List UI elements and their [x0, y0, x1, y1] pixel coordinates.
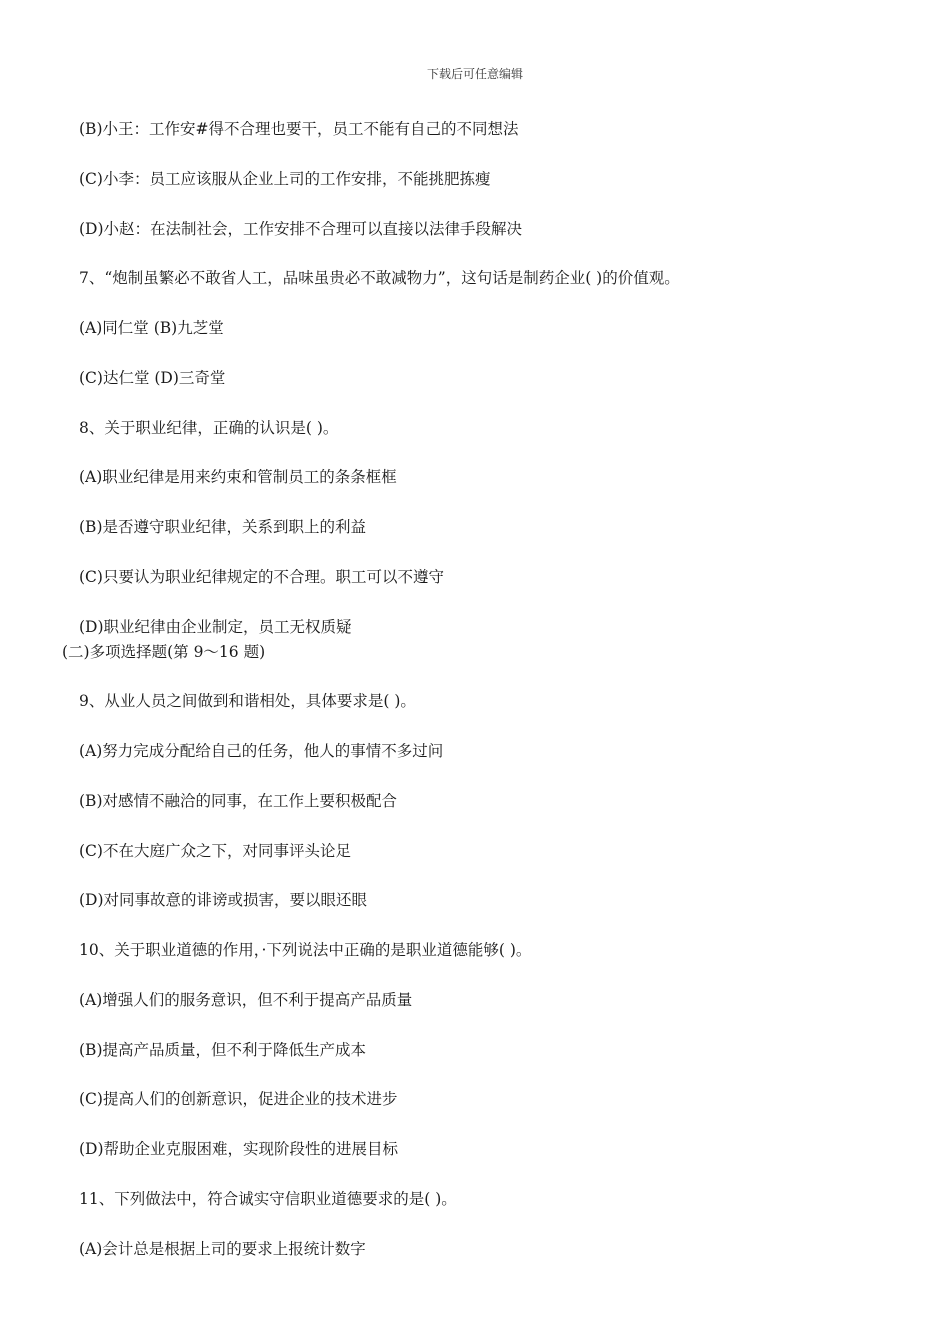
option-8a: (A)职业纪律是用来约束和管制员工的条条框框 [79, 468, 397, 486]
option-10b: (B)提高产品质量，但不利于降低生产成本 [79, 1041, 366, 1059]
question-11: 11、下列做法中，符合诚实守信职业道德要求的是( )。 [79, 1190, 457, 1208]
section-heading: (二)多项选择题(第 9～16 题) [62, 643, 266, 661]
page-header: 下载后可任意编辑 [426, 67, 523, 81]
option-11a: (A)会计总是根据上司的要求上报统计数字 [79, 1240, 366, 1258]
option-10c: (C)提高人们的创新意识，促进企业的技术进步 [79, 1090, 398, 1108]
option-7ab: (A)同仁堂 (B)九芝堂 [79, 319, 224, 337]
option-9b: (B)对感情不融洽的同事，在工作上要积极配合 [79, 792, 397, 810]
option-10a: (A)增强人们的服务意识，但不利于提高产品质量 [79, 991, 413, 1009]
option-10d: (D)帮助企业克服困难，实现阶段性的进展目标 [79, 1140, 399, 1158]
option-7cd: (C)达仁堂 (D)三奇堂 [79, 369, 226, 387]
option-6d: (D)小赵：在法制社会，工作安排不合理可以直接以法律手段解决 [79, 220, 523, 238]
option-6b: (B)小王：工作安#得不合理也要干，员工不能有自己的不同想法 [79, 120, 519, 138]
option-9a: (A)努力完成分配给自己的任务，他人的事情不多过问 [79, 742, 444, 760]
option-8d: (D)职业纪律由企业制定，员工无权质疑 [79, 618, 352, 636]
question-7: 7、“炮制虽繁必不敢省人工，品味虽贵必不敢减物力”，这句话是制药企业( )的价值观。 [79, 269, 680, 287]
option-8c: (C)只要认为职业纪律规定的不合理。职工可以不遵守 [79, 568, 444, 586]
option-9c: (C)不在大庭广众之下，对同事评头论足 [79, 842, 351, 860]
option-6c: (C)小李：员工应该服从企业上司的工作安排，不能挑肥拣瘦 [79, 170, 491, 188]
option-8b: (B)是否遵守职业纪律，关系到职上的利益 [79, 518, 366, 536]
question-8: 8、关于职业纪律，正确的认识是( )。 [79, 419, 339, 437]
question-9: 9、从业人员之间做到和谐相处，具体要求是( )。 [79, 692, 416, 710]
question-10: 10、关于职业道德的作用，·下列说法中正确的是职业道德能够( )。 [79, 941, 532, 959]
option-9d: (D)对同事故意的诽谤或损害，要以眼还眼 [79, 891, 368, 909]
